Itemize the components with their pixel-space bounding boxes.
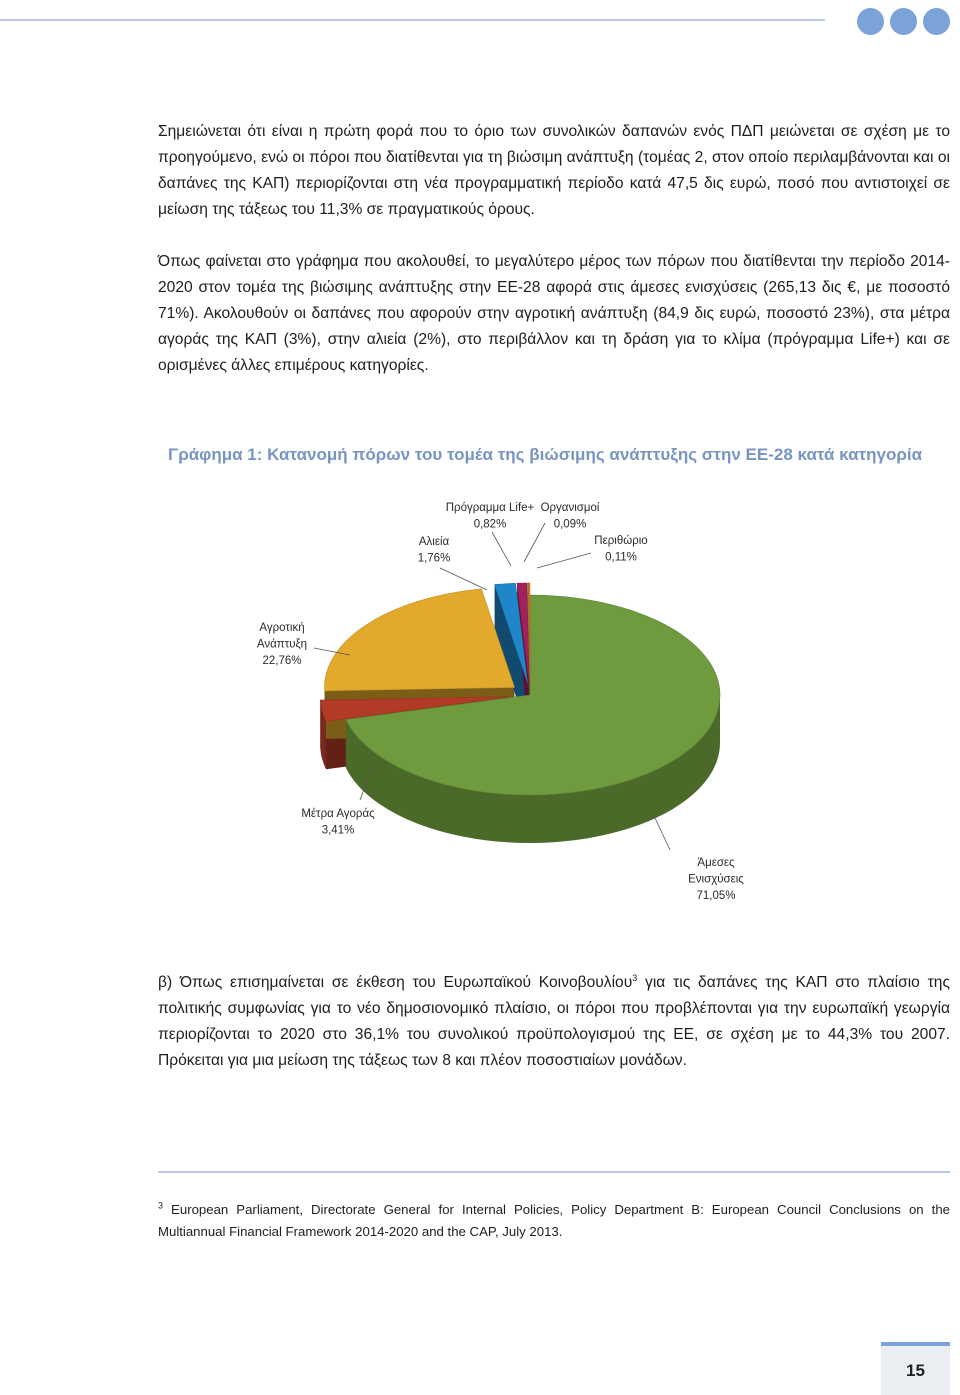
- footnote-reference[interactable]: 3: [632, 973, 637, 983]
- footnote-number: 3: [158, 1201, 163, 1211]
- paragraph-eu-report: [158, 970, 950, 1074]
- footnote-rule: [158, 1171, 950, 1173]
- pie-label-leader: [440, 568, 487, 590]
- chart-title: Γράφημα 1: Κατανομή πόρων του τομέα της βιώσιμης ανάπτυξης στην ΕΕ-28 κατά κατηγορία: [168, 445, 922, 465]
- pie-label-leader: [492, 532, 511, 566]
- pie-slice-label: Αλιεία 1,76%: [418, 536, 451, 565]
- paragraph-intro: Σημειώνεται ότι είναι η πρώτη φορά που το όριο των συνολικών δαπανών ενός ΠΔΠ μειώνεται σε σχέση με το προηγούμενο, ενώ οι πόροι που διατίθενται για τη βιώσιμη ανάπτυξη (τομέας 2, στον οποίο περιλαμβάνονται και οι δαπάνες της ΚΑΠ) περιορίζονται στη νέα προγραμματική περίοδο κατά 47,5 δις ευρώ, ποσό που αντιστοιχεί σε μείωση της τάξεως του 11,3% σε πραγματικούς όρους.: [158, 119, 950, 223]
- paragraph-eu-report-text: β) Όπως επισημαίνεται σε έκθεση του Ευρωπαϊκού Κοινοβουλίου: [158, 974, 632, 991]
- pie-slice-label: Οργανισμοί 0,09%: [541, 502, 600, 531]
- pie-label-leader: [537, 553, 591, 568]
- pie-slice-label: Αγροτική Ανάπτυξη 22,76%: [257, 622, 307, 667]
- paragraph-chart-intro: Όπως φαίνεται στο γράφημα που ακολουθεί, το μεγαλύτερο μέρος των πόρων που διατίθενται την περίοδο 2014-2020 στον τομέα της βιώσιμης ανάπτυξης στην ΕΕ-28 αφορά στις άμεσες ενισχύσεις (265,13 δις €, με ποσοστό 71%). Ακολουθούν οι δαπάνες που αφορούν στην αγροτική ανάπτυξη (84,9 δις ευρώ, ποσοστό 23%), στα μέτρα αγοράς της ΚΑΠ (3%), στην αλιεία (2%), στο περιβάλλον και τη δράση για το κλίμα (πρόγραμμα Life+) και σε ορισμένες άλλες επιμέρους κατηγορίες.: [158, 249, 950, 379]
- paragraph-eu-report-text: για τις δαπάνες της ΚΑΠ στο πλαίσιο της πολιτικής συμφωνίας για το νέο δημοσιονομικό πλαίσιο, οι πόροι που προβλέπονται για την ευρωπαϊκή γεωργία περιορίζονται το 2020 στο 36,1% του συνολικού προϋπολογισμού της ΕΕ, σε σχέση με το 44,3% του 2007. Πρόκειται για μια μείωση της τάξεως των 8 και πλέον ποσοστιαίων μονάδων.: [158, 974, 950, 1069]
- footnote: [158, 1199, 950, 1243]
- footnote-text: European Parliament, Directorate General for Internal Policies, Policy Department B: European Council Conclusions on the Multiannual Financial Framework 2014-2020 and the CAP, July 2013.: [158, 1202, 950, 1239]
- pie-label-leader: [524, 523, 545, 562]
- page-number: 15: [881, 1342, 950, 1395]
- pie-slice-label: Άμεσες Ενισχύσεις 71,05%: [688, 857, 744, 902]
- pie-slice: [324, 589, 514, 691]
- pie-slice-label: Περιθώριο 0,11%: [594, 535, 647, 564]
- pie-slice-label: Μέτρα Αγοράς 3,41%: [301, 808, 375, 837]
- pie-label-leader: [655, 818, 670, 850]
- pie-slice-label: Πρόγραμμα Life+ 0,82%: [446, 502, 535, 531]
